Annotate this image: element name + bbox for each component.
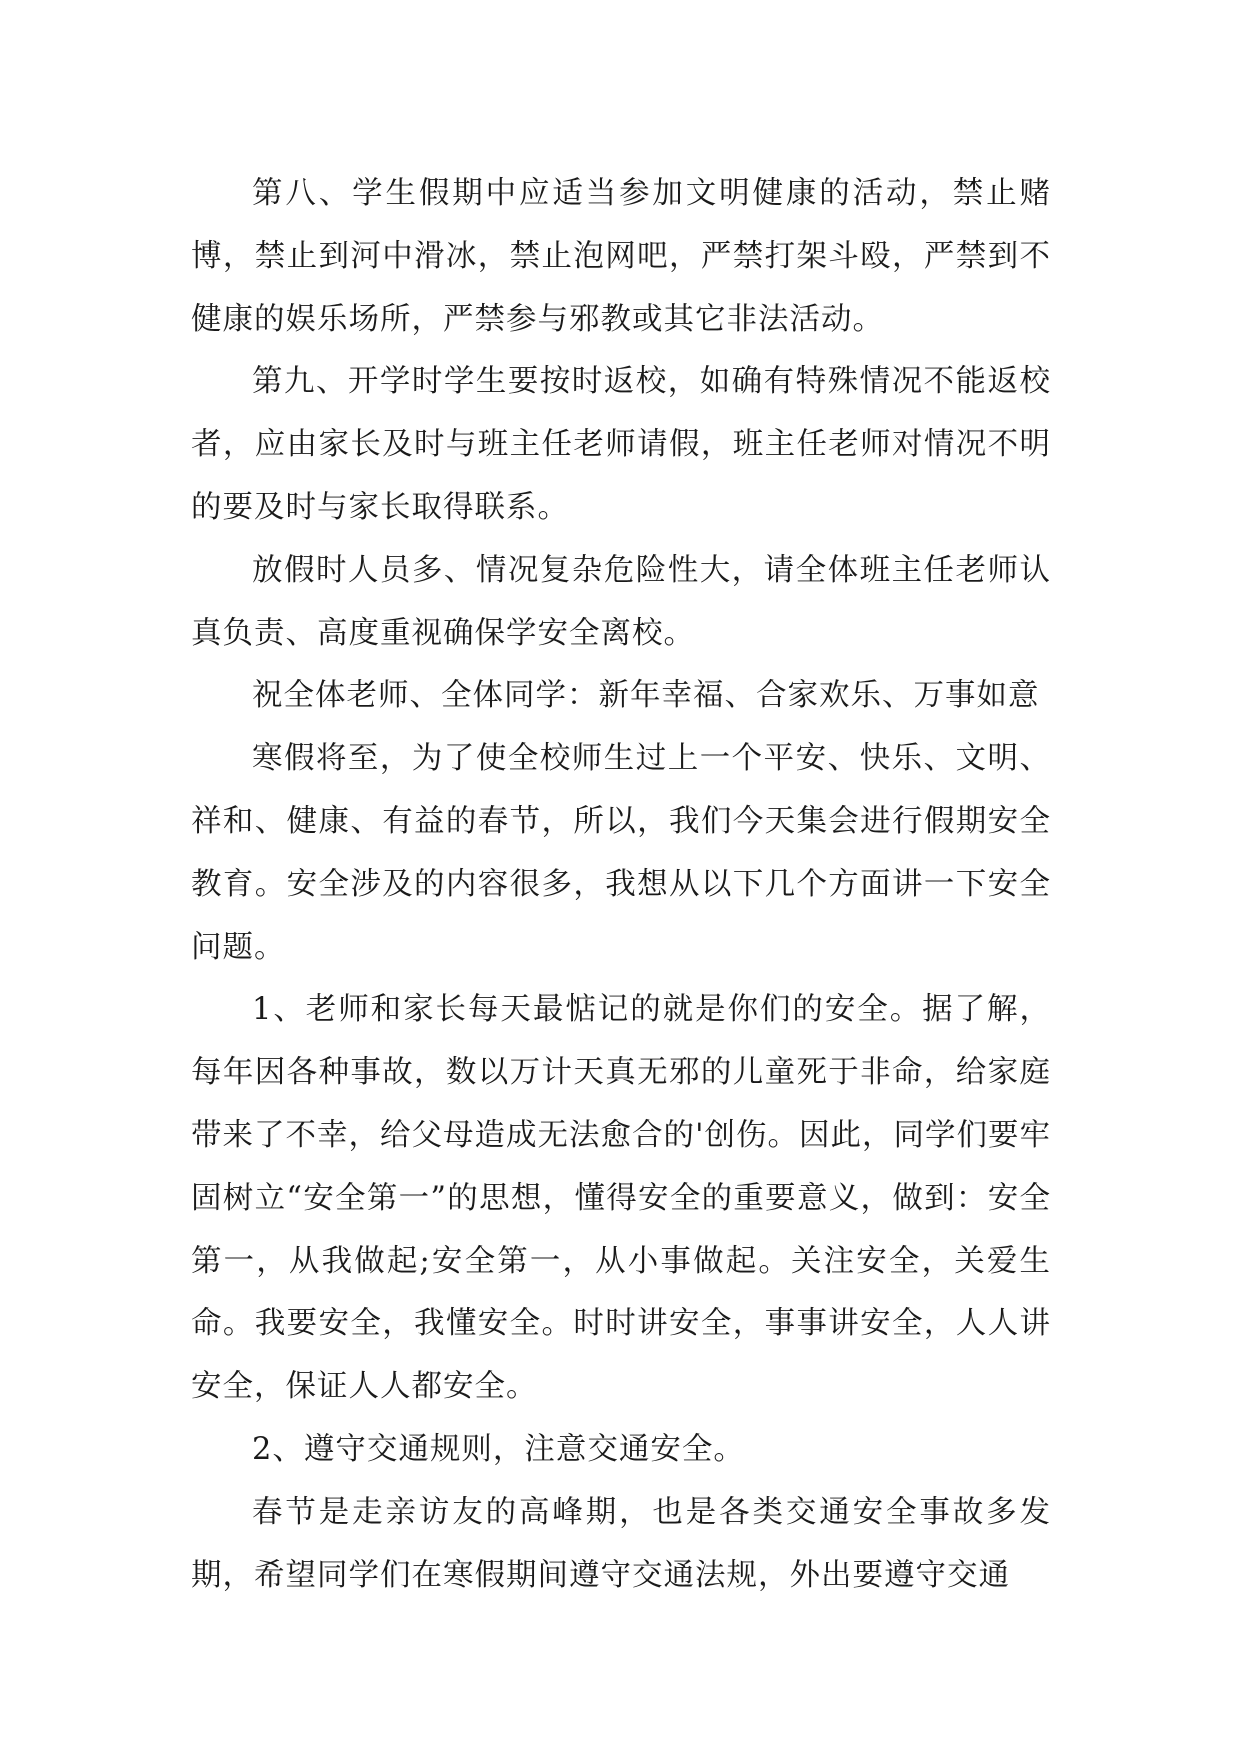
document-body [191, 163, 1051, 1607]
paragraph-winter-break-intro: 寒假将至，为了使全校师生过上一个平安、快乐、文明、祥和、健康、有益的春节，所以，我们今天集会进行假期安全教育。安全涉及的内容很多，我想从以下几个方面讲一下安全问题。 [191, 741, 1051, 965]
paragraph-new-year-wishes: 祝全体老师、全体同学：新年幸福、合家欢乐、万事如意 [252, 678, 1040, 714]
paragraph-traffic-rules-heading: 2、遵守交通规则，注意交通安全。 [252, 1431, 745, 1467]
paragraph-rule-nine: 第九、开学时学生要按时返校，如确有特殊情况不能返校者，应由家长及时与班主任老师请假，班主任老师对情况不明的要及时与家长取得联系。 [191, 364, 1051, 525]
paragraph-teacher-notice: 放假时人员多、情况复杂危险性大，请全体班主任老师认真负责、高度重视确保学安全离校。 [191, 552, 1051, 651]
paragraph-spring-festival-traffic: 春节是走亲访友的高峰期，也是各类交通安全事故多发期，希望同学们在寒假期间遵守交通法规，外出要遵守交通 [191, 1494, 1051, 1593]
paragraph-rule-eight: 第八、学生假期中应适当参加文明健康的活动，禁止赌博，禁止到河中滑冰，禁止泡网吧，严禁打架斗殴，严禁到不健康的娱乐场所，严禁参与邪教或其它非法活动。 [191, 176, 1051, 337]
paragraph-safety-first: 1、老师和家长每天最惦记的就是你们的安全。据了解，每年因各种事故，数以万计天真无邪的儿童死于非命，给家庭带来了不幸，给父母造成无法愈合的'创伤。因此，同学们要牢固树立“安全第一”的思想，懂得安全的重要意义，做到：安全第一，从我做起;安全第一，从小事做起。关注安全，关爱生命。我要安全，我懂安全。时时讲安全，事事讲安全，人人讲安全，保证人人都安全。 [191, 992, 1051, 1405]
